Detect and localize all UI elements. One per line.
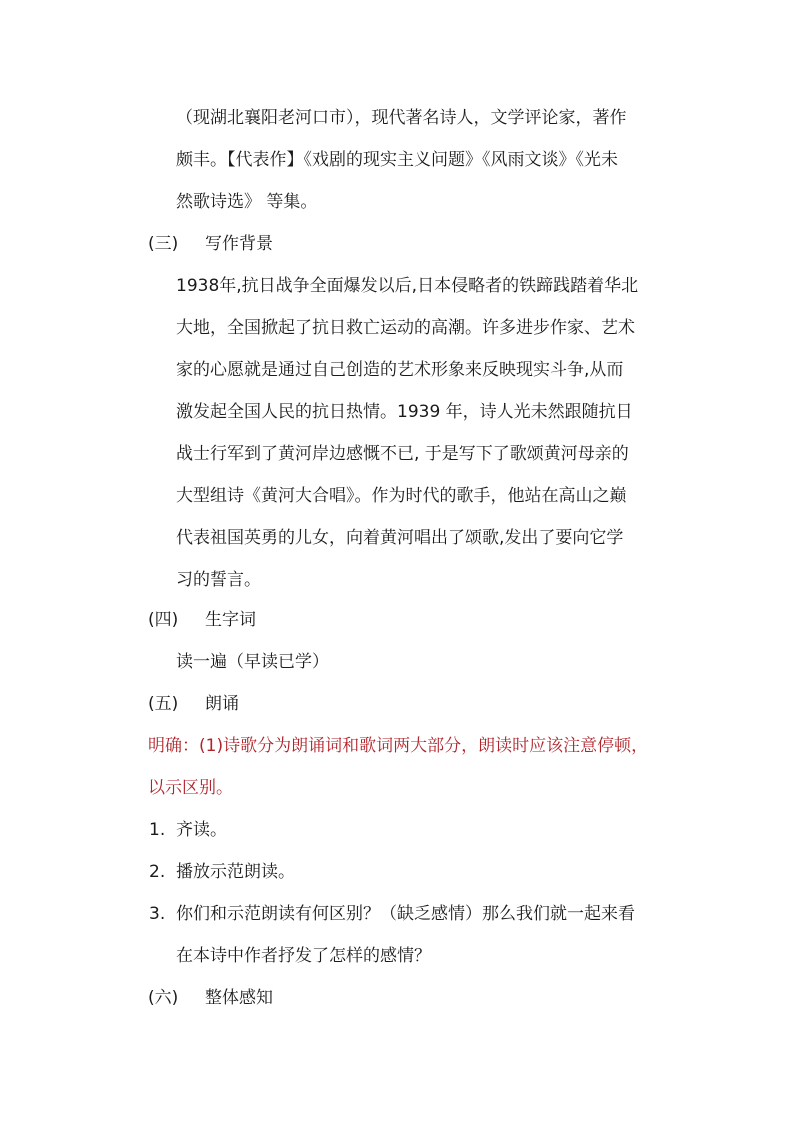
section-3-title: 写作背景 <box>205 234 273 254</box>
section-5-title: 朗诵 <box>205 694 239 714</box>
section-4-title: 生字词 <box>205 610 256 630</box>
bio-line-3: 然歌诗选》 等集。 <box>176 192 318 212</box>
section-6-title: 整体感知 <box>205 988 273 1008</box>
section-4-marker: (四) <box>148 610 179 630</box>
section-5-marker: (五) <box>148 694 179 714</box>
background-line-2: 大地，全国掀起了抗日救亡运动的高潮。许多进步作家、艺术 <box>176 318 635 338</box>
background-line-3: 家的心愿就是通过自己创造的艺术形象来反映现实斗争,从而 <box>176 360 624 380</box>
section-3-marker: (三) <box>148 234 179 254</box>
step-3-number: 3. <box>149 904 166 924</box>
background-line-4: 激发起全国人民的抗日热情。1939 年，诗人光未然跟随抗日 <box>176 402 633 422</box>
background-line-5: 战士行军到了黄河岸边感慨不已, 于是写下了歌颂黄河母亲的 <box>176 444 629 464</box>
step-2-text: 播放示范朗读。 <box>176 862 295 882</box>
bio-line-2: 颇丰。【代表作】《戏剧的现实主义问题》《风雨文谈》《光未 <box>176 150 618 170</box>
background-line-8: 习的誓言。 <box>176 570 261 590</box>
vocabulary-note: 读一遍（早读已学） <box>176 652 329 672</box>
step-3-text: 你们和示范朗读有何区别？（缺乏感情）那么我们就一起来看 <box>176 904 635 924</box>
clarify-line-2: 以示区别。 <box>148 778 233 798</box>
clarify-line-1: 明确：(1)诗歌分为朗诵词和歌词两大部分，朗读时应该注意停顿， <box>148 736 649 756</box>
background-line-6: 大型组诗《黄河大合唱》。作为时代的歌手，他站在高山之巅 <box>176 486 627 506</box>
background-line-1: 1938年,抗日战争全面爆发以后,日本侵略者的铁蹄践踏着华北 <box>176 276 639 296</box>
step-3-continuation: 在本诗中作者抒发了怎样的感情？ <box>176 946 431 966</box>
step-2-number: 2. <box>149 862 166 882</box>
bio-line-1: （现湖北襄阳老河口市），现代著名诗人，文学评论家，著作 <box>176 108 627 128</box>
step-1-text: 齐读。 <box>176 820 227 840</box>
section-6-marker: (六) <box>148 988 179 1008</box>
step-1-number: 1. <box>149 820 166 840</box>
background-line-7: 代表祖国英勇的儿女，向着黄河唱出了颂歌,发出了要向它学 <box>176 528 624 548</box>
